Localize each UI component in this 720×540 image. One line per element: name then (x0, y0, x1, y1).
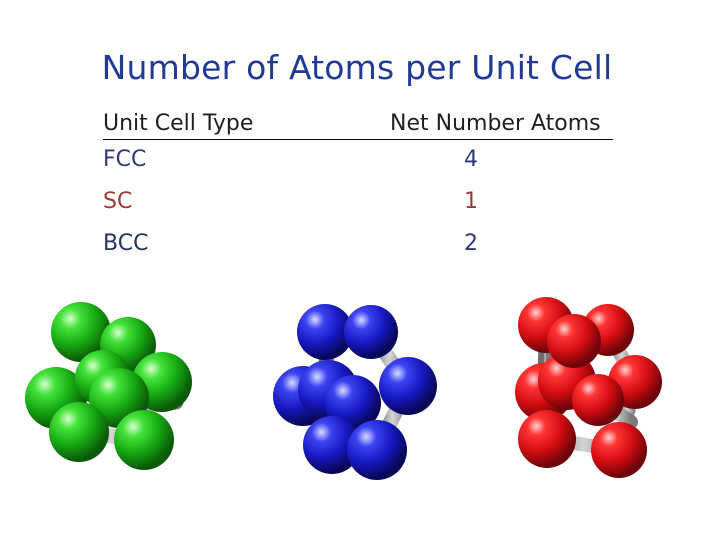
net-atoms-sc: 1 (464, 189, 478, 214)
table-row-bcc (103, 231, 623, 263)
fcc-atom-model-image (16, 290, 246, 510)
net-atoms-bcc: 2 (464, 231, 478, 256)
sc-unit-cell-model (486, 290, 716, 510)
bcc-unit-cell-model (244, 290, 474, 510)
header-unit-cell-type: Unit Cell Type (103, 111, 254, 136)
sc-atom-model-image (486, 290, 716, 510)
table-row-fcc (103, 147, 623, 179)
table-header (103, 109, 613, 140)
slide-title: Number of Atoms per Unit Cell (101, 48, 613, 87)
fcc-unit-cell-model (16, 290, 246, 510)
table-row-sc (103, 189, 623, 221)
unit-cell-type-bcc: BCC (103, 231, 149, 256)
unit-cell-type-sc: SC (103, 189, 133, 214)
unit-cell-type-fcc: FCC (103, 147, 147, 172)
header-net-number-atoms: Net Number Atoms (390, 111, 601, 136)
bcc-atom-model-image (244, 290, 474, 510)
unit-cell-models (0, 280, 720, 520)
net-atoms-fcc: 4 (464, 147, 478, 172)
